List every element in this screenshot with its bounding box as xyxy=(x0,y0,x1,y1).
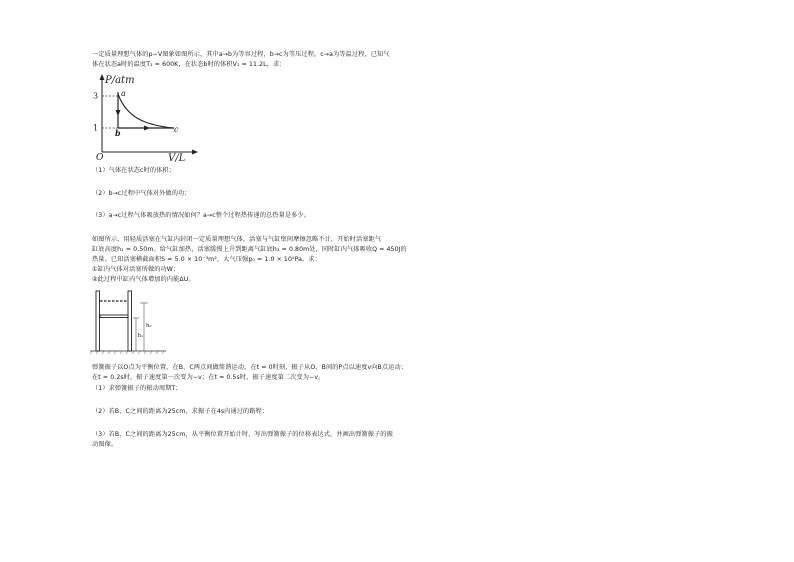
q3-part3-line2: 动图像。 xyxy=(92,441,118,448)
cylinder-figure xyxy=(90,285,170,355)
q2-part1: ①缸内气体对活塞所做的功W； xyxy=(92,266,180,273)
point-a-label: a xyxy=(121,89,126,98)
process-c-a xyxy=(118,94,174,128)
y-axis-label: P/atm xyxy=(105,75,135,86)
tick-3: 3 xyxy=(93,91,99,101)
q2-line1: 如图所示，用轻质活塞在气缸内封闭一定质量理想气体，活塞与气缸壁间摩擦忽略不计，开始时活塞距气 xyxy=(92,236,382,243)
pv-graph xyxy=(88,72,200,162)
q1-intro-line2: 体在状态a时的温度T₁ = 600K，在状态b时的体积V₁ = 11.2L，求： xyxy=(92,61,286,68)
ground-hatch xyxy=(90,351,164,354)
h2-label: h₂ xyxy=(146,323,152,329)
q1-intro-line1: 一定质量理想气体的p−V图象如图所示，其中a→b为等容过程，b→c为等压过程，c→a为等温过程，已知气 xyxy=(92,51,390,58)
arrow-b-c xyxy=(144,126,150,131)
point-c-label: c xyxy=(174,125,179,134)
q1-part3: （3）a→c过程气体吸放热的情况如何？a→c整个过程热传递的总热量是多少。 xyxy=(92,212,311,219)
q3-part3-line1: （3）若B、C之间的距离为25cm，从平衡位置开始计时，写出弹簧振子的位移表达式，并画出弹簧振子的振 xyxy=(92,431,393,438)
q3-line1: 弹簧振子以O点为平衡位置，在B、C两点间做简谐运动，在t = 0时刻，振子从O、B间的P点以速度v向B点运动； xyxy=(92,364,408,371)
origin-label: O xyxy=(96,153,104,162)
point-b-label: b xyxy=(115,128,121,138)
cylinder-right-wall xyxy=(128,291,132,351)
q3-part2: （2）若B、C之间的距离为25cm，求振子在4s内通过的路程； xyxy=(92,408,269,415)
q2-part2: ②此过程中缸内气体增加的内能ΔU。 xyxy=(92,276,195,283)
arrow-a-b xyxy=(116,110,121,116)
q3-line2: 在t = 0.2s时，振子速度第一次变为−v；在t = 0.5s时，振子速度第二次变为−v。 xyxy=(92,374,325,381)
y-axis-arrow xyxy=(100,74,105,80)
q3-part1: （1）求弹簧振子的振动周期T； xyxy=(92,385,182,392)
cylinder-left-wall xyxy=(96,291,100,351)
q2-line3: 热量。已知活塞横截面积S = 5.0 × 10⁻³m²，大气压强p₀ = 1.0 × 10⁵Pa。求： xyxy=(92,256,321,263)
piston xyxy=(100,315,128,318)
x-axis-arrow xyxy=(192,150,198,155)
x-axis-label: V/L xyxy=(168,153,186,162)
tick-1: 1 xyxy=(93,123,99,133)
q1-part2: （2）b→c过程中气体对外做的功； xyxy=(92,190,191,197)
h1-label: h₁ xyxy=(137,333,144,339)
q2-line2: 缸底高度h₁ = 0.50m。给气缸加热，活塞缓慢上升到距离气缸底h₂ = 0.80m处，同时缸内气体吸收Q = 450J的 xyxy=(92,246,407,253)
q1-part1: （1）气体在状态c时的体积； xyxy=(92,167,175,174)
